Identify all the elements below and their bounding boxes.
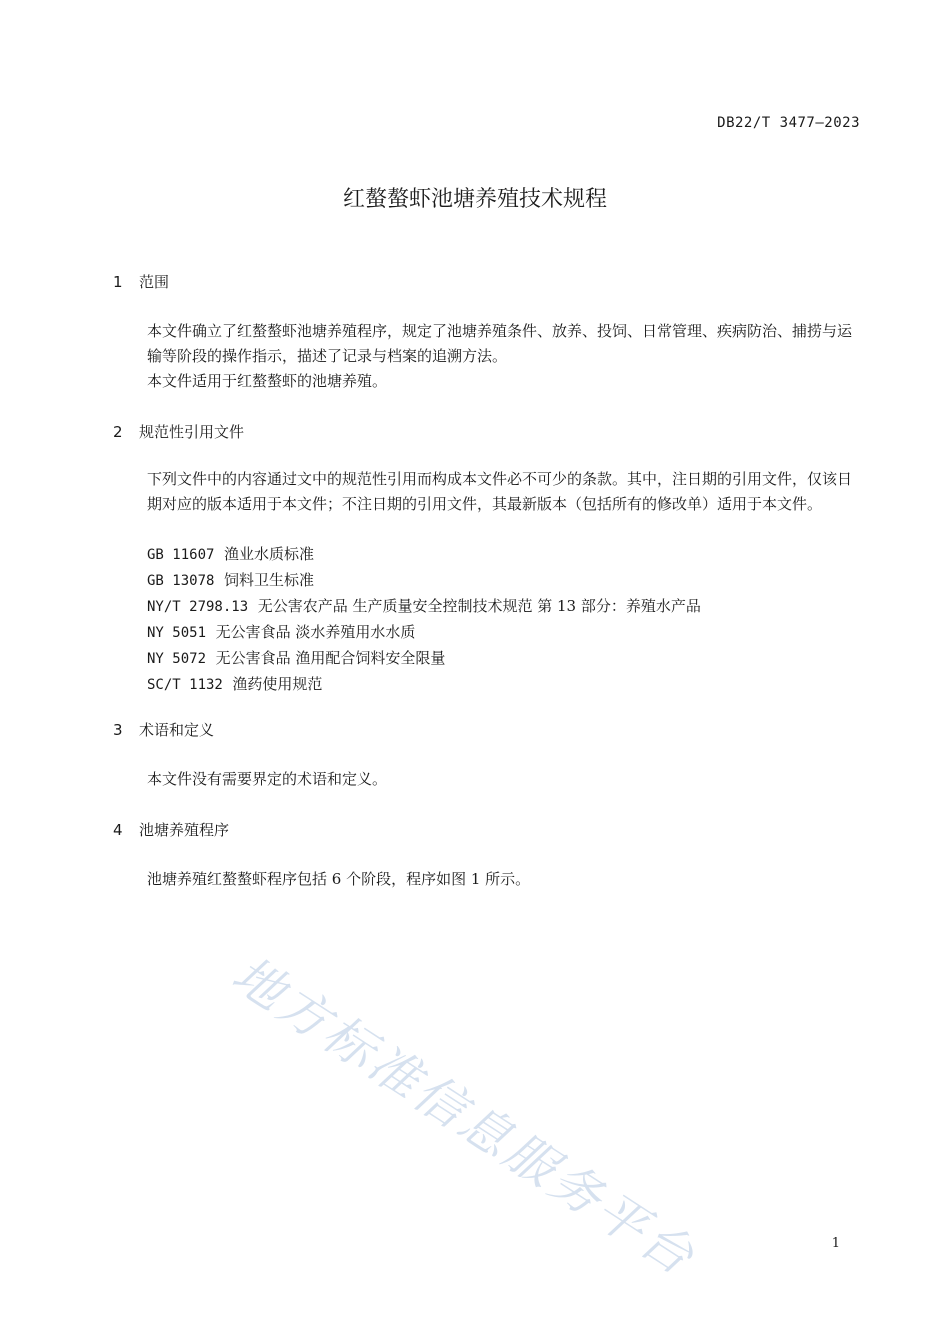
reference-name: 渔业水质标准 xyxy=(223,545,314,563)
reference-name: 无公害食品 淡水养殖用水水质 xyxy=(215,623,416,641)
section-1-text-2: 本文件适用于红螯螯虾的池塘养殖。 xyxy=(147,372,388,390)
section-2-paragraph-1 xyxy=(113,467,861,517)
section-1-heading xyxy=(113,271,169,292)
document-title: 红螯螯虾池塘养殖技术规程 xyxy=(342,187,607,212)
section-3-heading xyxy=(113,719,214,740)
section-3-text-1: 本文件没有需要界定的术语和定义。 xyxy=(147,770,388,788)
section-4-number: 4 xyxy=(113,821,123,839)
section-1-paragraph-1 xyxy=(113,319,861,369)
section-1-title: 范围 xyxy=(139,273,170,291)
reference-code: NY/T 2798.13 xyxy=(147,599,249,615)
reference-name: 饲料卫生标准 xyxy=(223,571,314,589)
section-4-text-1: 池塘养殖红螯螯虾程序包括 6 个阶段，程序如图 1 所示。 xyxy=(147,870,531,888)
reference-code: SC/T 1132 xyxy=(147,677,223,693)
section-2-heading xyxy=(113,421,244,442)
watermark: 地方标准信息服务平台 xyxy=(222,945,707,1288)
section-1-number: 1 xyxy=(113,273,123,291)
section-4-title: 池塘养殖程序 xyxy=(139,821,230,839)
reference-list xyxy=(147,542,701,698)
reference-item xyxy=(147,594,701,620)
section-3-title: 术语和定义 xyxy=(139,721,215,739)
section-2-title: 规范性引用文件 xyxy=(139,423,245,441)
reference-name: 无公害食品 渔用配合饲料安全限量 xyxy=(215,649,446,667)
reference-item xyxy=(147,542,701,568)
document-code: DB22/T 3477—2023 xyxy=(717,115,860,131)
section-1-paragraph-2 xyxy=(113,369,861,394)
section-3-number: 3 xyxy=(113,721,123,739)
reference-code: GB 13078 xyxy=(147,573,215,589)
page-number: 1 xyxy=(831,1236,840,1251)
reference-item xyxy=(147,672,701,698)
section-2-number: 2 xyxy=(113,423,123,441)
reference-code: NY 5072 xyxy=(147,651,207,667)
section-1-text-1: 本文件确立了红螯螯虾池塘养殖程序，规定了池塘养殖条件、放养、投饲、日常管理、疾病防治、捕捞与运输等阶段的操作指示，描述了记录与档案的追溯方法。 xyxy=(147,322,853,365)
reference-item xyxy=(147,646,701,672)
reference-code: GB 11607 xyxy=(147,547,215,563)
reference-name: 渔药使用规范 xyxy=(232,675,323,693)
section-4-paragraph-1 xyxy=(113,867,861,892)
reference-name: 无公害农产品 生产质量安全控制技术规范 第 13 部分：养殖水产品 xyxy=(257,597,701,615)
section-2-text-1: 下列文件中的内容通过文中的规范性引用而构成本文件必不可少的条款。其中，注日期的引用文件，仅该日期对应的版本适用于本文件；不注日期的引用文件，其最新版本（包括所有的修改单）适用于本文件。 xyxy=(147,470,853,513)
reference-item xyxy=(147,620,701,646)
section-3-paragraph-1 xyxy=(113,767,861,792)
section-4-heading xyxy=(113,819,229,840)
reference-code: NY 5051 xyxy=(147,625,207,641)
reference-item xyxy=(147,568,701,594)
